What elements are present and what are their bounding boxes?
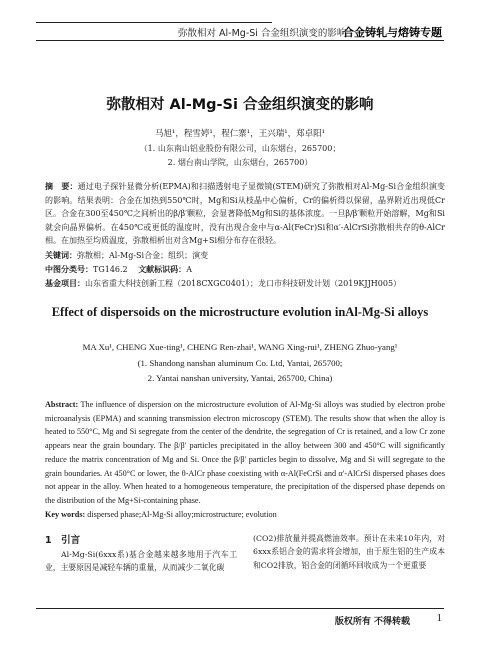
keywords-label: 关键词： bbox=[45, 251, 77, 260]
doc-code-value: A bbox=[186, 265, 192, 274]
english-title: Effect of dispersoids on the microstructure evolution inAl-Mg-Si alloys bbox=[51, 305, 429, 319]
copyright-notice: 版权所有 不得转载 bbox=[334, 617, 410, 627]
page-header bbox=[0, 0, 480, 44]
chinese-keywords bbox=[45, 249, 445, 263]
abstract-label: 摘 要： bbox=[45, 182, 78, 191]
fund-text: 山东省重大科技创新工程（2018CXGC0401）；龙口市科技研发计划（2019KJJH005） bbox=[85, 279, 402, 288]
keywords-text: 弥散相；Al-Mg-Si合金；组织；演变 bbox=[77, 251, 209, 260]
fund-label: 基金项目： bbox=[45, 279, 85, 288]
doc-code-label: 文献标识码： bbox=[138, 265, 187, 274]
english-abstract bbox=[45, 398, 445, 508]
header-rule bbox=[36, 40, 444, 41]
chinese-authors: 马旭¹，程雪婷¹，程仁寨¹，王兴瑞¹，郑卓阳¹ bbox=[154, 129, 326, 139]
english-affiliation-2: 2. Yantai nanshan university, Yantai, 265700, China) bbox=[147, 373, 333, 383]
footer-rule bbox=[36, 608, 444, 609]
clc-value: TG146.2 bbox=[93, 265, 128, 274]
abstract-text: 通过电子探针显微分析(EPMA)和扫描透射电子显微镜(STEM)研究了弥散相对Al-Mg-Si合金组织演变的影响。结果表明：合金在加热到550℃时，Mg和Si从枝晶中心偏析，Cr的偏析得以保留，晶界附近出现低Cr区。合金在300至450℃之间析出的β/β′颗粒，会显著降低Mg和Si的基体浓度。一旦β/β′颗粒开始溶解，Mg和Si就会向晶界偏析。在450℃或更低的温度时，没有出现合金中与α-Al(FeCr)Si和α′-AlCrSi弥散相共存的θ-AlCr相。在加热至均质温度，弥散相析出对含Mg+Si相分布存在很轻。 bbox=[45, 182, 445, 246]
section-heading-introduction: 1 引言 bbox=[45, 535, 81, 546]
classification-line bbox=[45, 263, 445, 277]
chinese-affiliation-2: 2. 烟台南山学院，山东烟台，265700） bbox=[167, 158, 313, 167]
journal-section-title: 合金铸轧与熔铸专题 bbox=[343, 26, 442, 39]
chinese-affiliation-1: （1. 山东南山铝业股份有限公司，山东烟台，265700； bbox=[139, 144, 341, 153]
english-affiliation-1: (1. Shandong nanshan aluminum Co. Ltd, Yantai, 265700; bbox=[137, 358, 343, 368]
english-keywords-text: dispersed phase;Al-Mg-Si alloy;microstructure; evolution bbox=[87, 510, 277, 519]
page-number: 1 bbox=[436, 612, 442, 624]
intro-left-column: Al-Mg-Si(6xxx系)基合金越来越多地用于汽车工业，主要原因是减轻车辆的重量，从而减少二氧化碳 bbox=[45, 550, 237, 573]
english-keywords bbox=[45, 508, 445, 522]
clc-label: 中图分类号： bbox=[45, 265, 93, 274]
english-authors: MA Xu¹, CHENG Xue-ting¹, CHENG Ren-zhai¹, WANG Xing-rui¹, ZHENG Zhuo-yang¹ bbox=[82, 342, 398, 352]
english-keywords-label: Key words: bbox=[45, 510, 86, 519]
running-title: 弥散相对 Al-Mg-Si 合金组织演变的影响 bbox=[178, 28, 347, 39]
funding-line bbox=[45, 277, 445, 291]
chinese-title: 弥散相对 Al-Mg-Si 合金组织演变的影响 bbox=[106, 97, 374, 113]
chinese-abstract bbox=[45, 180, 445, 248]
header-bar bbox=[36, 22, 272, 23]
english-abstract-text: The influence of dispersion on the microstructure evolution of Al-Mg-Si alloys was studied by electron probe microanalysis (EPMA) and scanning transmission electron microscopy (STEM). The results show that when the alloy is heated to 550°C, Mg and Si segregate from the center of the dendrite, the segregation of Cr is retained, and a low Cr zone appears near the grain boundary. The β/β′ particles precipitated in the alloy between 300 and 450°C will significantly reduce the matrix concentration of Mg and Si. Once the β/β′ particles begin to dissolve, Mg and Si will segregate to the grain boundaries. At 450°C or lower, the θ-AlCr phase coexisting with α-Al(FeCrSi and α′-AlCrSi dispersed phases does not appear in the alloy. When heated to a homogeneous temperature, the precipitation of the dispersed phase depends on the distribution of the Mg+Si-containing phase. bbox=[45, 400, 445, 505]
english-abstract-label: Abstract: bbox=[45, 400, 79, 409]
intro-right-column: (CO2)排放量并提高燃油效率。预计在未来10年内，对6xxx系铝合金的需求将会增加，由于原生铝的生产成本和CO2排放，铝合金的闭循环回收成为一个更重要 bbox=[253, 534, 445, 570]
